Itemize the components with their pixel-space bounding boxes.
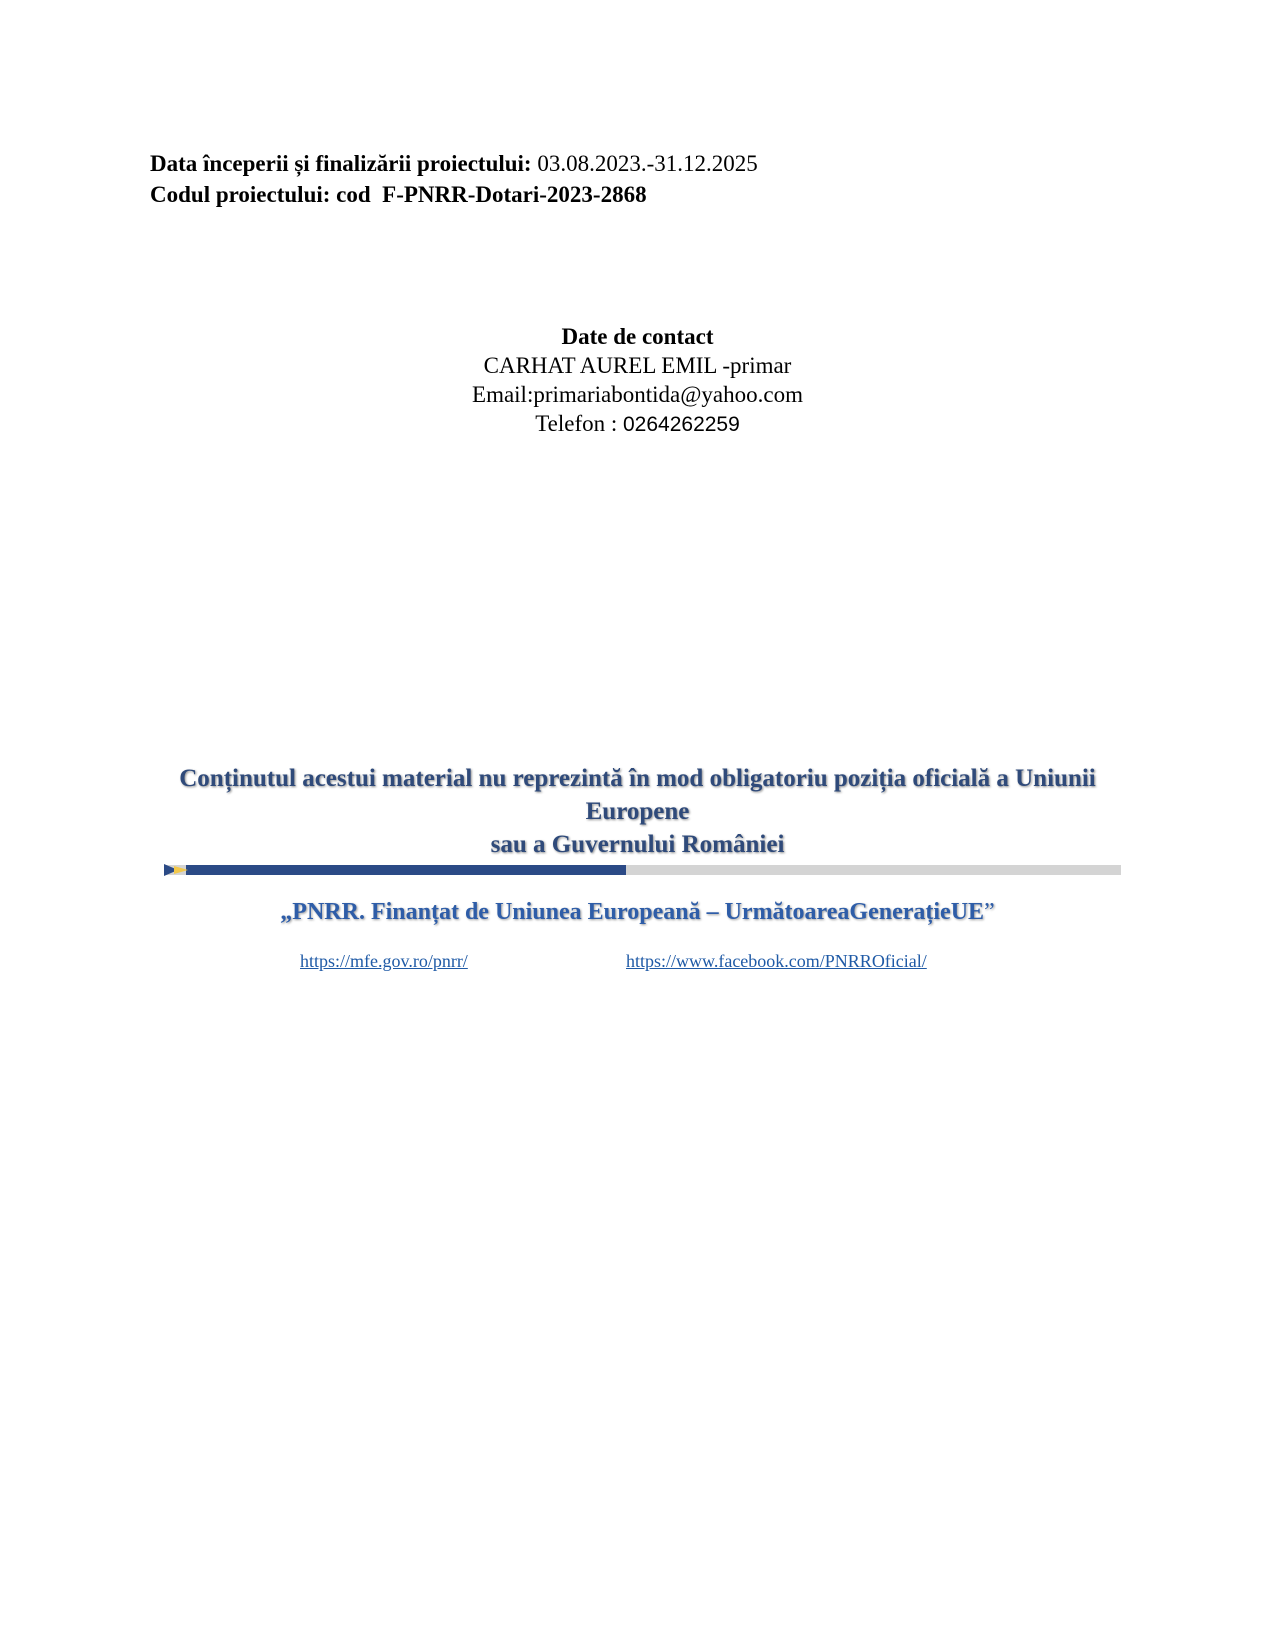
pnrr-slogan-close-quote: ” [984, 899, 995, 925]
disclaimer-line-1: Conținutul acestui material nu reprezintă în mod obligatoriu poziția oficială a Uniunii Europene [179, 765, 1096, 825]
mfe-link[interactable]: https://mfe.gov.ro/pnrr/ [300, 951, 468, 971]
contact-email: Email:primariabontida@yahoo.com [472, 382, 803, 407]
disclaimer-line-2: sau a Guvernului României [490, 831, 785, 858]
contact-person: CARHAT AUREL EMIL -primar [483, 353, 792, 378]
contact-block [0, 322, 1275, 439]
facebook-link[interactable]: https://www.facebook.com/PNRROficial/ [626, 951, 927, 971]
project-dates-value: 03.08.2023.-31.12.2025 [531, 151, 758, 176]
contact-phone [0, 409, 1275, 439]
project-dates-label: Data începerii și finalizării proiectului: [150, 151, 532, 176]
divider-bar [164, 863, 1121, 877]
disclaimer [140, 762, 1135, 861]
contact-heading: Date de contact [561, 324, 714, 349]
divider-bar-graphic [164, 863, 1121, 877]
contact-phone-label: Telefon : [535, 411, 623, 436]
pnrr-slogan-text: „PNRR. Finanțat de Uniunea Europeană – UrmătoareaGenerațieUE [280, 899, 985, 925]
divider-bar-fill [186, 865, 626, 875]
pnrr-slogan [0, 899, 1275, 926]
project-dates [150, 148, 758, 179]
contact-phone-value: 0264262259 [623, 413, 740, 436]
project-code [150, 179, 758, 210]
project-info [150, 148, 758, 210]
project-code-label: Codul proiectului: cod F-PNRR-Dotari-2023-2868 [150, 182, 647, 207]
